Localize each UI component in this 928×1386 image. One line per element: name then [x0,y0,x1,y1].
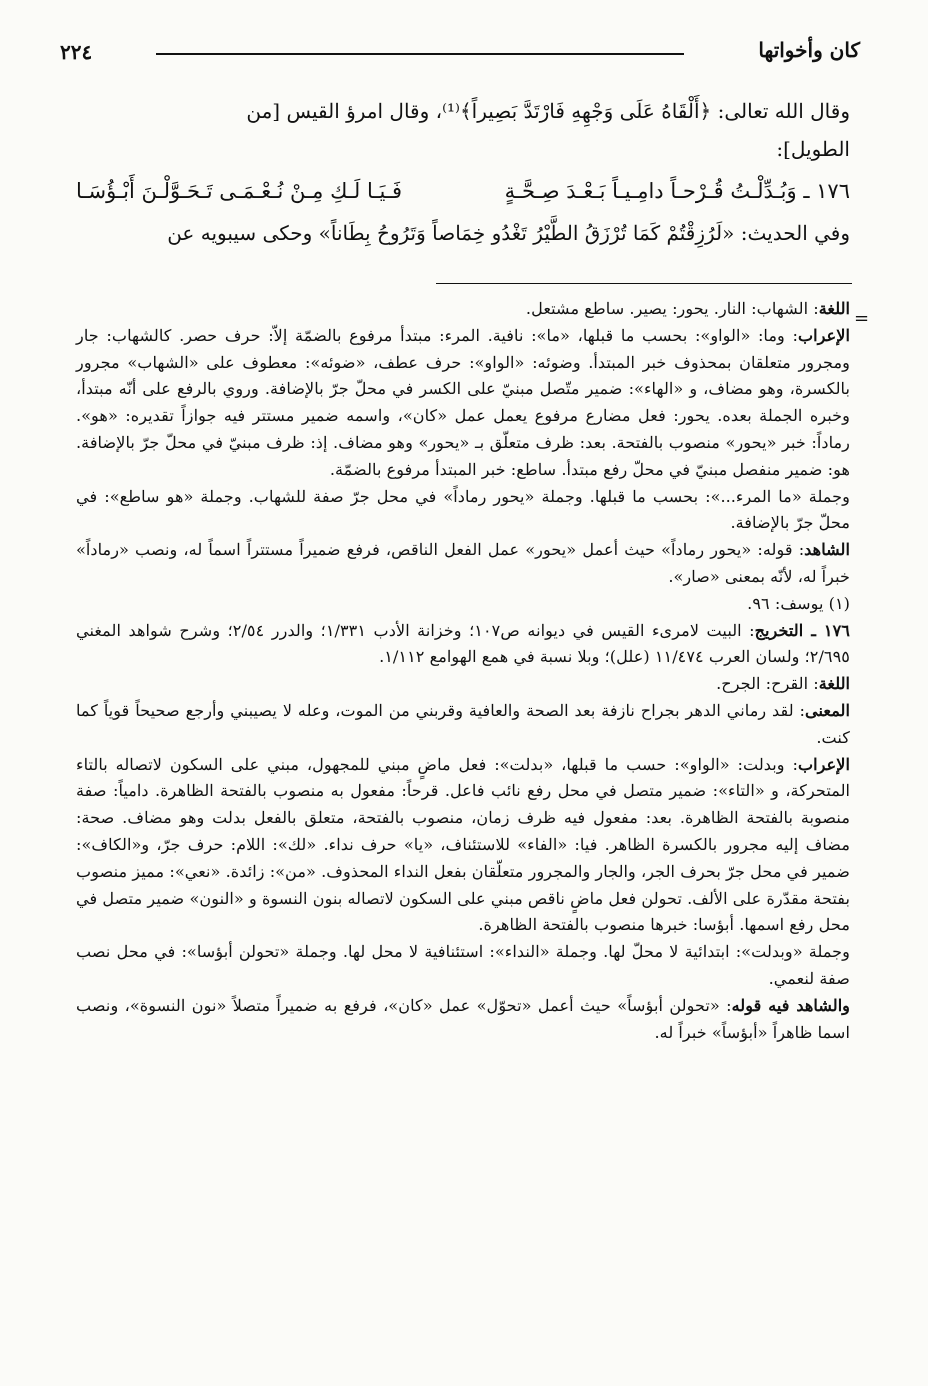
label-irab: الإعراب [797,325,850,345]
note-jumla-2: وجملة «وبدلت»: ابتدائية لا محلّ لها. وجملة «النداء»: استئنافية لا محل لها. وجملة «تحولن أبؤسا»: في محل نصب صفة لنعمي. [76,942,850,988]
label-shahid: والشاهد فيه قوله [731,995,851,1015]
chapter-title: كان وأخواتها [758,38,860,62]
poetry-verse-176 [76,168,850,214]
footnotes [76,296,850,1046]
footnote-1: (١) يوسف: ٩٦. [747,593,850,613]
verse-second-hemistich: فَـيَـا لَـكِ مِـنْ نُـعْـمَـى تَـحَـوَّلْـنَ أَبْـؤُسَـا [76,179,403,203]
page-number: ٢٢٤ [60,40,93,64]
note-takhrij: ١٧٦ ـ التخريج: البيت لامرىء القيس في ديوانه ص١٠٧؛ وخزانة الأدب ١/٣٣١؛ والدرر ٢/٥٤؛ وشرح شواهد المغني ٢/٦٩٥؛ ولسان العرب ١١/٤٧٤ (علل)؛ وبلا نسبة في همع الهوامع ١/١١٢. [76,620,850,667]
label-mana: المعنى [805,700,850,720]
note-irab-2: الإعراب: وبدلت: «الواو»: حسب ما قبلها، «بدلت»: فعل ماضٍ مبني للمجهول، مبني على السكون لاتصاله بالتاء المتحركة، و «التاء»: ضمير متصل في محل رفع نائب فاعل. قرحاً: مفعول به منصوب بالفتحة الظاهرة. دامياً: صفة منصوبة بالفتحة الظاهرة. بعد: مفعول فيه ظرف زمان، منصوب بالفتحة، متعلق بالفعل بدلت وهو مضاف. صحة: مضاف إليه مجرور بالكسرة الظاهر. فيا: «الفاء» للاستئناف، «يا» حرف نداء. «لك»: اللام: حرف جرّ، و«الكاف»: ضمير في محل جرّ بحرف الجر، والجار والمجرور متعلّقان بفعل النداء المحذوف. «من»: زائدة. «نعي»: مميز منصوب بفتحة مقدّرة على الألف. تحولن فعل ماضٍ ناقص مبني على السكون لاتصاله بنون النسوة و «النون» ضمير متصل في محل رفع اسمها. أبؤسا: خبرها منصوب بالفتحة الظاهرة. [76,754,850,935]
footnote-separator [436,283,852,284]
running-header [60,38,860,74]
label-irab: الإعراب [797,754,850,774]
note-irab-1: الإعراب: وما: «الواو»: بحسب ما قبلها، «ما»: نافية. المرء: مبتدأ مرفوع بالضمّة إلاّ: حرف حصر. كالشهاب: جار ومجرور متعلقان بمحذوف خبر المبتدأ. وضوئه: «الواو»: حرف عطف، «ضوئه»: معطوف على «الشهاب» مجرور بالكسرة، وهو مضاف، و «الهاء»: ضمير متّصل مبنيّ على الكسر في محلّ جرّ بالإضافة. وروي بالرفع على أنّه مبتدأ، وخبره الجملة بعده. يحور: فعل مضارع مرفوع يعمل عمل «كان»، واسمه ضمير مستتر فيه جوازاً تقديره: «هو». رماداً: خبر «يحور» منصوب بالفتحة. بعد: ظرف متعلّق بـ «يحور» وهو مضاف. إذ: ظرف مبنيّ في محلّ جرّ بالإضافة. هو: ضمير منفصل مبنيّ في محلّ رفع مبتدأ. ساطع: خبر المبتدأ مرفوع بالضمّة. [76,325,850,479]
label-shahid: الشاهد [804,540,850,560]
note-shahid-2: والشاهد فيه قوله: «تحولن أبؤساً» حيث أعمل «تحوّل» عمل «كان»، فرفع به ضميراً متصلاً «نون النسوة»، ونصب اسما ظاهراً «أبؤساً» خبراً له. [76,995,851,1042]
main-line-4: وفي الحديث: «لَرُزِقْتُمْ كَمَا تُرْزَقُ الطَّيْرُ تَغْدُو خِمَاصاً وَتَرُوحُ بِطَاناً» وحكى سيبويه عن [167,221,850,245]
note-shahid-1: الشاهد: قوله: «يحور رماداً» حيث أعمل «يحور» عمل الفعل الناقص، فرفع ضميراً مستتراً اسماً له، ونصب «رماداً» خبراً له، لأنّه بمعنى «صار». [76,540,850,586]
main-line-2: الطويل]: [776,137,850,161]
note-jumla-1: وجملة «ما المرء...»: بحسب ما قبلها. وجملة «يحور رماداً» في محل جرّ صفة للشهاب. وجملة «هو ساطع»: في محلّ جرّ بالإضافة. [76,486,850,533]
note-lugha-2: اللغة: القرح: الجرح. [716,674,850,694]
label-lugha: اللغة [818,674,850,694]
label-lugha: اللغة [818,299,850,318]
continuation-mark: = [854,308,870,329]
main-line-1: وقال الله تعالى: ﴿أَلْقَاهُ عَلَى وَجْهِهِ فَارْتَدَّ بَصِيراً﴾⁽¹⁾، وقال امرؤ القيس [من [246,99,850,123]
note-mana: المعنى: لقد رماني الدهر بجراح نازفة بعد الصحة والعافية وقربني من الموت، وعله لا يصيبني وأرجع صحيحاً قوياً كما كنت. [76,700,850,747]
main-text [76,92,850,252]
note-lugha-1: اللغة: الشهاب: النار. يحور: يصير. ساطع مشتعل. [525,299,850,318]
verse-first-hemistich: ١٧٦ ـ وَبُـدِّلْـتُ قُـرْحـاً دامِـيـاً بَـعْـدَ صِـحَّـةٍ [504,179,850,203]
label-takhrij: ١٧٦ ـ التخريج [754,620,850,640]
header-rule [156,53,684,55]
